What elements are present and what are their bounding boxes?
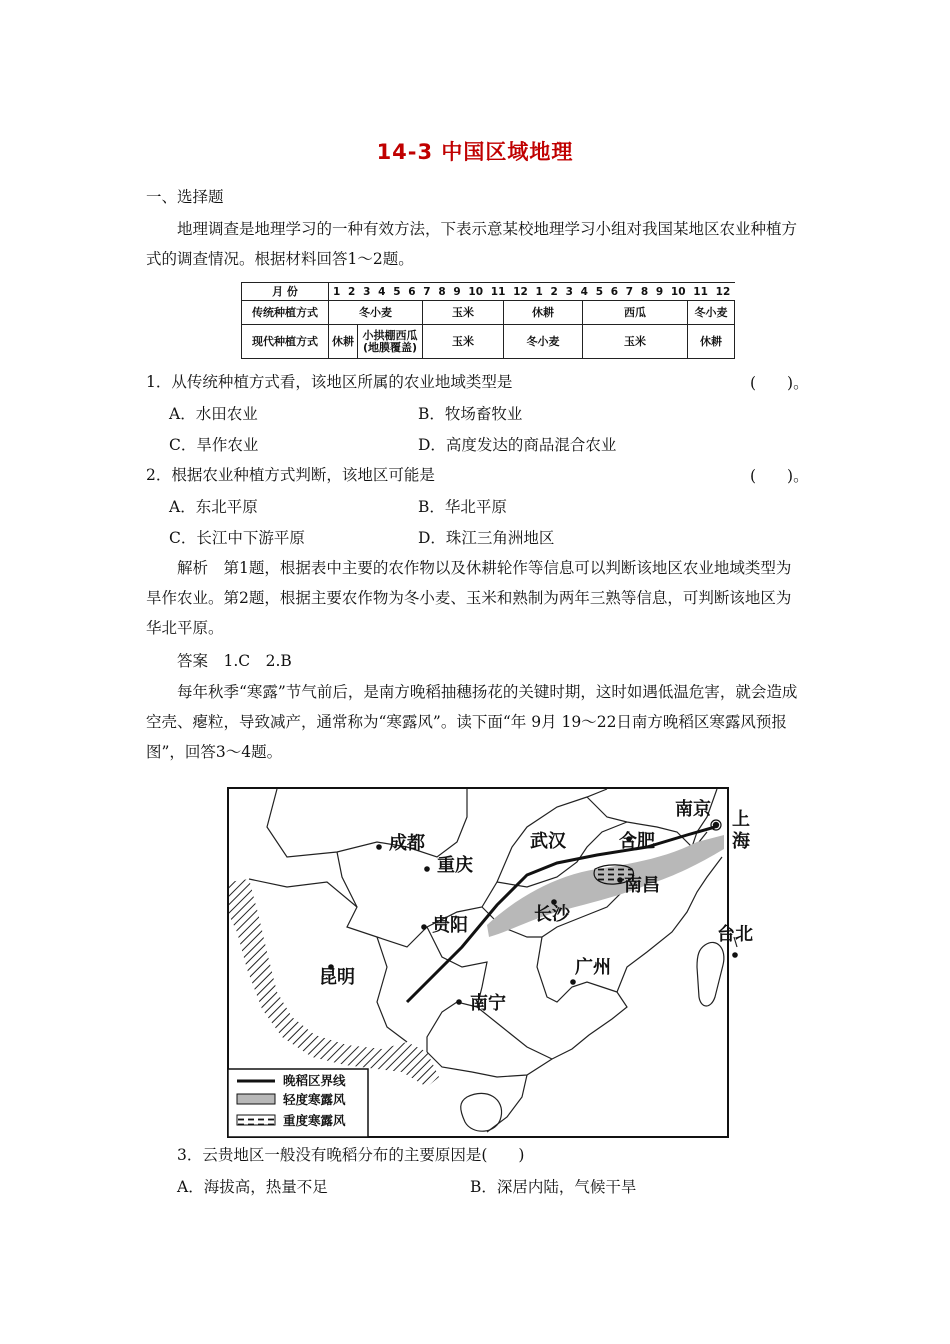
cell: 西瓜 (583, 301, 688, 325)
cell: 休耕 (504, 301, 583, 325)
cell: 冬小麦 (329, 301, 423, 325)
row-label-traditional: 传统种植方式 (242, 301, 329, 325)
city-label: 合肥 (619, 831, 655, 852)
city-label: 重庆 (437, 855, 473, 876)
cell: 冬小麦 (504, 325, 583, 359)
city-label: 昆明 (319, 967, 355, 988)
city-label: 南宁 (470, 993, 506, 1014)
cell: 休耕 (329, 325, 358, 359)
city-label: 南昌 (624, 875, 660, 896)
table-header-label: 月 份 (242, 283, 329, 301)
answer-bracket-1: ( )。 (750, 374, 809, 392)
cell: 冬小麦 (688, 301, 735, 325)
option: A．海拔高，热量不足 (177, 1178, 328, 1196)
month-ticks: 1 2 3 4 5 6 7 8 9 10 11 12 1 2 3 4 5 6 7 8 9 10 11 12 (329, 283, 735, 301)
city-label: 上 (732, 809, 750, 830)
option: C．长江中下游平原 (169, 529, 305, 547)
cell: 玉米 (423, 325, 504, 359)
legend-label: 晚稻区界线 (283, 1073, 346, 1088)
option: B．深居内陆，气候干旱 (470, 1178, 637, 1196)
legend-light-swatch (237, 1094, 275, 1104)
cell: 玉米 (423, 301, 504, 325)
city-label: 成都 (389, 833, 425, 854)
legend-heavy-swatch (237, 1115, 275, 1125)
analysis-paragraph: 解析 第1题，根据表中主要的农作物以及休耕轮作等信息可以判断该地区农业地域类型为旱作农业。第2题，根据主要农作物为冬小麦、玉米和熟制为两年三熟等信息，可判断该地区为华北平原。 (146, 559, 792, 637)
intro-paragraph-2: 每年秋季“寒露”节气前后，是南方晚稻抽穗扬花的关键时期，这时如遇低温危害，就会造成空壳、瘪粒，导致减产，通常称为“寒露风”。读下面“年 9月 19～22日南方晚稻区寒露风预报图”，回答3～4题。 (146, 683, 798, 761)
map-legend (228, 1069, 368, 1137)
option: D．高度发达的商品混合农业 (418, 436, 617, 454)
answer-line: 答案 1.C 2.B (177, 652, 292, 670)
option: B．牧场畜牧业 (418, 405, 523, 423)
option: B．华北平原 (418, 498, 507, 516)
question-2: 2．根据农业种植方式判断，该地区可能是 (146, 466, 435, 484)
option: C．旱作农业 (169, 436, 259, 454)
cell: 休耕 (688, 325, 735, 359)
option: A．东北平原 (169, 498, 258, 516)
legend-label: 重度寒露风 (283, 1113, 346, 1128)
cell: 玉米 (583, 325, 688, 359)
page-title: 14-3 中国区域地理 (376, 140, 574, 164)
city-label: 南京 (675, 799, 711, 820)
section-heading: 一、选择题 (146, 188, 224, 206)
city-label: 广州 (575, 957, 611, 978)
row-label-modern: 现代种植方式 (242, 325, 329, 359)
answer-bracket-2: ( )。 (750, 467, 809, 485)
intro-paragraph-1: 地理调查是地理学习的一种有效方法，下表示意某校地理学习小组对我国某地区农业种植方式的调查情况。根据材料回答1～2题。 (146, 220, 798, 268)
option: D．珠江三角洲地区 (418, 529, 555, 547)
city-label: 长沙 (534, 904, 570, 925)
city-label: 贵阳 (432, 915, 468, 936)
question-3: 3．云贵地区一般没有晚稻分布的主要原因是( ) (177, 1146, 525, 1164)
cell: 小拱棚西瓜 (地膜覆盖) (358, 325, 423, 359)
option: A．水田农业 (169, 405, 258, 423)
city-label: 台北 (717, 924, 753, 945)
late-rice-cold-dew-wind-map (227, 787, 753, 1138)
crop-table (241, 282, 735, 359)
city-label: 海 (732, 831, 750, 852)
city-label: 武汉 (530, 831, 566, 852)
legend-label: 轻度寒露风 (283, 1092, 346, 1107)
question-1: 1．从传统种植方式看，该地区所属的农业地域类型是 (146, 373, 513, 391)
